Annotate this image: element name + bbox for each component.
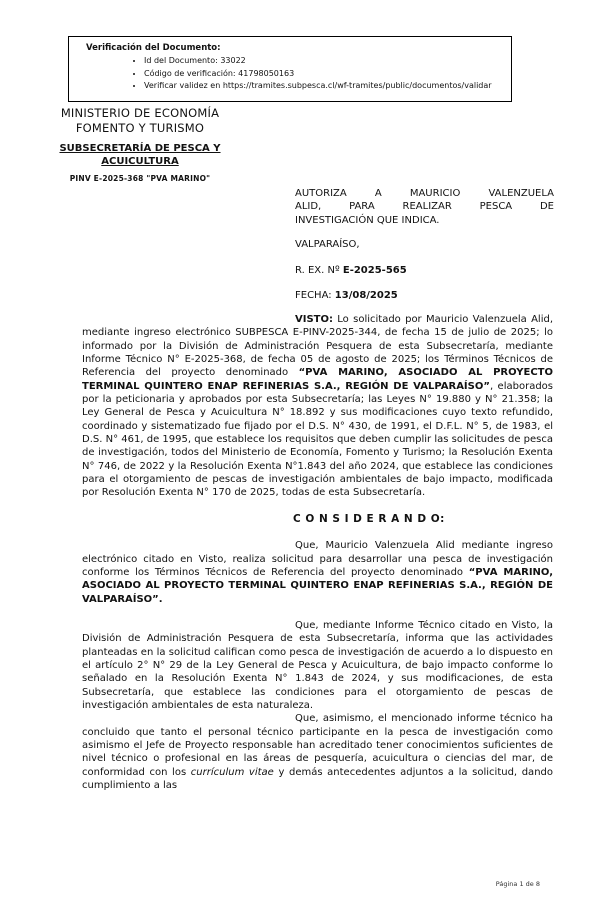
considerando-paragraph-2: Que, mediante Informe Técnico citado en Visto, la División de Administración Pesquera de esta Subsecretaría, informa que las actividades planteadas en la solicitud califican como pesca de investigación de acuerdo a lo dispuesto en el artículo 2° N° 29 de la Ley General de Pesca y Acuicultura, de bajo impacto conforme lo señalado en la Resolución Exenta N° 1.843 de 2024, y sus modificaciones, de esta Subsecretaría, que establece las condiciones para el otorgamiento de pescas de investigación ambientales de esta naturaleza. (82, 619, 553, 711)
document-verification-box (68, 36, 512, 102)
subsecretariat-name: SUBSECRETARÍA DE PESCA Y ACUICULTURA (59, 143, 221, 167)
verification-item-code: • Código de verificación: 41798050163 (144, 68, 505, 81)
visto-text-2: , elaborados por la peticionaria y aprobados por esta Subsecretaría; las Leyes N° 19.880 y N° 21.358; la Ley General de Pesca y Acuicultura N° 18.892 y sus modificaciones cuyo texto refundido, coordinado y sistematizado fue fijado por el D.S. N° 430, de 1991, el D.F.L. N° 5, de 1983, el D.S. N° 461, de 1995, que establece los requisitos que deben cumplir las solicitudes de pesca de investigación, todos del Ministerio de Economía, Fomento y Turismo; la Resolución Exenta N° 746, de 2022 y la Resolución Exenta N°1.843 del año 2024, que establece las condiciones para el otorgamiento de pescas de investigación ambientales de bajo impacto, modificada por Resolución Exenta N° 170 de 2025, todas de esta Subsecretaría. (82, 380, 553, 499)
subject-line: INVESTIGACIÓN QUE INDICA. (295, 214, 440, 226)
visto-heading: VISTO: (295, 314, 333, 325)
resolution-number: E-2025-565 (342, 264, 407, 276)
considerando-paragraph-3 (82, 712, 553, 792)
verification-item-url: • Verificar validez en https://tramites.subpesca.cl/wf-tramites/public/documentos/validar (144, 80, 505, 93)
considerando-paragraph-1 (82, 539, 553, 606)
considerando-3-text-1: Que, asimismo, el mencionado informe técnico ha concluido que tanto el personal técnico participante en la pesca de investigación como asimismo el Jefe de Proyecto responsable han acreditado tener conocimientos suficientes de nivel técnico o profesional en las áreas de pesquería, acuicultura o ciencias del mar, de conformidad con los (82, 713, 553, 778)
ministry-name-line2: FOMENTO Y TURISMO (75, 121, 205, 135)
considerando-heading: C O N S I D E R A N D O: (293, 512, 445, 525)
ministry-name-line1: MINISTERIO DE ECONOMÍA (60, 106, 220, 120)
visto-project-name: “PVA MARINO, ASOCIADO AL PROYECTO TERMINAL QUINTERO ENAP REFINERIAS S.A., REGIÓN DE VALPARAÍSO” (82, 367, 553, 392)
visto-text-1: Lo solicitado por Mauricio Valenzuela Alid, mediante ingreso electrónico SUBPESCA E-PINV-2025-344, de fecha 15 de julio de 2025; lo informado por la División de Administración Pesquera de esta Subsecretaría, mediante Informe Técnico N° E-2025-368, de fecha 05 de agosto de 2025; los Términos Técnicos de Referencia del proyecto denominado (82, 314, 553, 379)
file-reference: PINV E-2025-368 "PVA MARINO" (69, 174, 211, 183)
resolution-number-line (295, 264, 554, 277)
title-block (295, 187, 554, 302)
document-body (82, 313, 553, 792)
date-label: FECHA: (295, 290, 335, 302)
considerando-3-curriculum-vitae: currículum vitae (190, 766, 274, 778)
city-line: VALPARAÍSO, (295, 239, 360, 251)
considerando-3-text-2: y demás antecedentes adjuntos a la solicitud, dando cumplimiento a las (82, 766, 553, 791)
letterhead (30, 106, 250, 183)
subject-line: ALID, PARA REALIZAR PESCA DE (295, 201, 554, 213)
date-value: 13/08/2025 (334, 290, 398, 302)
visto-paragraph (82, 313, 553, 500)
verification-item-document-id: • Id del Documento: 33022 (144, 55, 505, 68)
verification-title: Verificación del Documento: (86, 43, 221, 53)
page-number-indicator: Página 1 de 8 (495, 880, 540, 888)
subject-line: AUTORIZA A MAURICIO VALENZUELA (295, 188, 554, 199)
resolution-subject (295, 187, 554, 227)
considerando-1-text: Que, Mauricio Valenzuela Alid mediante ingreso electrónico citado en Visto, realiza solicitud para desarrollar una pesca de investigación conforme los Términos Técnicos de Referencia del proyecto denominado (82, 540, 553, 578)
date-line (295, 289, 554, 302)
considerando-1-project-name: “PVA MARINO, ASOCIADO AL PROYECTO TERMINAL QUINTERO ENAP REFINERIAS S.A., REGIÓN DE VALPARAÍSO”. (82, 566, 553, 605)
resolution-label: R. EX. Nº (295, 264, 343, 276)
verification-list (86, 55, 505, 93)
